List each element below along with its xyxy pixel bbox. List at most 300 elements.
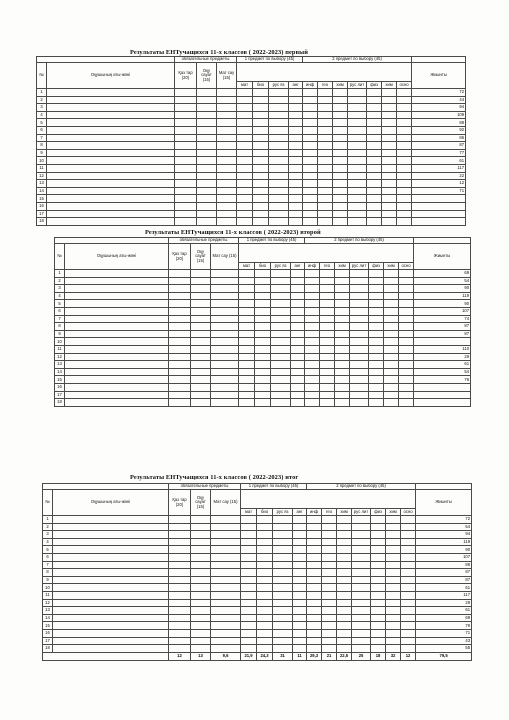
average-label-blank bbox=[43, 652, 169, 660]
header-selection-1-group: 1 предмет по выбору (45) bbox=[241, 484, 307, 490]
score-cell bbox=[257, 569, 273, 577]
score-cell bbox=[211, 561, 241, 569]
score-cell bbox=[399, 315, 414, 323]
score-cell bbox=[337, 546, 352, 554]
score-cell bbox=[367, 157, 382, 165]
student-name bbox=[47, 119, 175, 127]
row-number: 17 bbox=[43, 637, 53, 645]
header-selection-2-subject: осно bbox=[397, 82, 412, 89]
score-cell bbox=[348, 218, 367, 226]
score-cell bbox=[305, 345, 320, 353]
score-cell bbox=[239, 315, 255, 323]
score-cell bbox=[371, 637, 386, 645]
student-name bbox=[65, 330, 169, 338]
score-cell bbox=[175, 164, 197, 172]
score-cell bbox=[217, 96, 237, 104]
score-cell bbox=[318, 149, 333, 157]
score-cell bbox=[384, 277, 399, 285]
score-cell bbox=[352, 622, 371, 630]
score-cell bbox=[237, 149, 253, 157]
score-cell bbox=[271, 292, 291, 300]
score-cell bbox=[318, 104, 333, 112]
total-score: 79 bbox=[416, 622, 472, 630]
score-cell bbox=[303, 195, 318, 203]
student-name bbox=[47, 187, 175, 195]
row-number: 4 bbox=[37, 111, 47, 119]
average-cell: 11 bbox=[293, 652, 307, 660]
score-cell bbox=[367, 210, 382, 218]
score-cell bbox=[239, 399, 255, 407]
score-cell bbox=[382, 218, 397, 226]
score-cell bbox=[369, 383, 384, 391]
table-row bbox=[37, 104, 466, 112]
score-cell bbox=[257, 622, 273, 630]
score-cell bbox=[367, 195, 382, 203]
score-cell bbox=[191, 516, 211, 524]
total-score: 71 bbox=[416, 629, 472, 637]
average-total: 79,5 bbox=[416, 652, 472, 660]
score-cell bbox=[369, 391, 384, 399]
row-number: 6 bbox=[37, 126, 47, 134]
score-cell bbox=[305, 300, 320, 308]
score-cell bbox=[367, 218, 382, 226]
score-cell bbox=[303, 180, 318, 188]
score-cell bbox=[350, 338, 369, 346]
header-selection-1-subject: био bbox=[257, 509, 273, 516]
total-score: 29 bbox=[416, 599, 472, 607]
score-cell bbox=[348, 164, 367, 172]
score-cell bbox=[169, 399, 191, 407]
score-cell bbox=[289, 172, 303, 180]
score-cell bbox=[241, 523, 257, 531]
score-cell bbox=[291, 399, 305, 407]
score-cell bbox=[211, 399, 239, 407]
score-cell bbox=[269, 218, 289, 226]
score-cell bbox=[293, 622, 307, 630]
score-cell bbox=[352, 584, 371, 592]
score-cell bbox=[239, 338, 255, 346]
score-cell bbox=[307, 553, 322, 561]
table-row bbox=[43, 599, 472, 607]
header-selection-2-subject: инф bbox=[305, 263, 320, 270]
score-cell bbox=[269, 142, 289, 150]
score-cell bbox=[291, 368, 305, 376]
score-cell bbox=[371, 553, 386, 561]
score-cell bbox=[211, 599, 241, 607]
score-cell bbox=[175, 126, 197, 134]
score-cell bbox=[399, 338, 414, 346]
score-cell bbox=[386, 538, 401, 546]
score-cell bbox=[191, 599, 211, 607]
student-name bbox=[47, 195, 175, 203]
score-cell bbox=[273, 569, 293, 577]
score-cell bbox=[289, 111, 303, 119]
average-cell: 32 bbox=[386, 652, 401, 660]
score-cell bbox=[397, 187, 412, 195]
student-name bbox=[53, 553, 169, 561]
score-cell bbox=[369, 399, 384, 407]
score-cell bbox=[289, 96, 303, 104]
score-cell bbox=[255, 277, 271, 285]
total-score: 61 bbox=[412, 157, 466, 165]
score-cell bbox=[369, 338, 384, 346]
table-row bbox=[37, 96, 466, 104]
score-cell bbox=[333, 202, 348, 210]
score-cell bbox=[320, 270, 335, 278]
score-cell bbox=[320, 353, 335, 361]
score-cell bbox=[307, 531, 322, 539]
student-name bbox=[65, 383, 169, 391]
score-cell bbox=[217, 142, 237, 150]
score-cell bbox=[348, 119, 367, 127]
score-cell bbox=[305, 307, 320, 315]
row-number: 3 bbox=[55, 285, 65, 293]
score-cell bbox=[337, 645, 352, 653]
score-cell bbox=[348, 195, 367, 203]
score-cell bbox=[269, 202, 289, 210]
score-cell bbox=[239, 330, 255, 338]
score-cell bbox=[269, 89, 289, 97]
score-cell bbox=[337, 569, 352, 577]
score-cell bbox=[322, 538, 337, 546]
score-cell bbox=[211, 538, 241, 546]
score-cell bbox=[386, 622, 401, 630]
score-cell bbox=[169, 391, 191, 399]
score-cell bbox=[348, 202, 367, 210]
score-cell bbox=[335, 345, 350, 353]
score-cell bbox=[320, 330, 335, 338]
row-number: 12 bbox=[37, 172, 47, 180]
row-number: 15 bbox=[43, 622, 53, 630]
score-cell bbox=[303, 202, 318, 210]
header-row-subjects bbox=[43, 490, 472, 509]
score-cell bbox=[386, 584, 401, 592]
table-row bbox=[43, 607, 472, 615]
score-cell bbox=[401, 561, 416, 569]
score-cell bbox=[350, 270, 369, 278]
score-cell bbox=[335, 353, 350, 361]
score-cell bbox=[369, 285, 384, 293]
header-selection-1-subject: мат bbox=[239, 263, 255, 270]
score-cell bbox=[269, 126, 289, 134]
score-cell bbox=[169, 645, 191, 653]
header-selection-1-group: 1 предмет по выбору (45) bbox=[237, 57, 303, 63]
score-cell bbox=[307, 614, 322, 622]
student-name bbox=[47, 89, 175, 97]
score-cell bbox=[271, 361, 291, 369]
score-cell bbox=[257, 645, 273, 653]
score-cell bbox=[384, 307, 399, 315]
score-cell bbox=[239, 368, 255, 376]
table-row bbox=[55, 399, 471, 407]
score-cell bbox=[397, 89, 412, 97]
score-cell bbox=[320, 277, 335, 285]
score-cell bbox=[269, 195, 289, 203]
student-name bbox=[47, 157, 175, 165]
header-selection-2-subject: хим bbox=[337, 509, 352, 516]
score-cell bbox=[352, 591, 371, 599]
score-cell bbox=[197, 134, 217, 142]
score-cell bbox=[350, 315, 369, 323]
score-cell bbox=[371, 614, 386, 622]
score-cell bbox=[197, 172, 217, 180]
score-cell bbox=[253, 187, 269, 195]
score-cell bbox=[384, 285, 399, 293]
average-cell: 31 bbox=[273, 652, 293, 660]
score-cell bbox=[367, 142, 382, 150]
score-cell bbox=[197, 126, 217, 134]
header-selection-2-subject: хим bbox=[382, 82, 397, 89]
score-cell bbox=[333, 119, 348, 127]
score-cell bbox=[367, 187, 382, 195]
score-cell bbox=[237, 157, 253, 165]
score-cell bbox=[211, 516, 241, 524]
score-cell bbox=[384, 338, 399, 346]
table-row bbox=[43, 629, 472, 637]
score-cell bbox=[305, 338, 320, 346]
score-cell bbox=[382, 111, 397, 119]
score-cell bbox=[269, 119, 289, 127]
header-blank bbox=[241, 490, 416, 509]
score-cell bbox=[397, 202, 412, 210]
score-cell bbox=[386, 523, 401, 531]
score-cell bbox=[273, 538, 293, 546]
score-cell bbox=[241, 599, 257, 607]
score-cell bbox=[253, 119, 269, 127]
row-number: 6 bbox=[55, 307, 65, 315]
table-row bbox=[43, 561, 472, 569]
score-cell bbox=[271, 330, 291, 338]
score-cell bbox=[211, 607, 241, 615]
student-name bbox=[65, 323, 169, 331]
score-cell bbox=[369, 270, 384, 278]
score-cell bbox=[318, 96, 333, 104]
results-table-final bbox=[42, 483, 472, 661]
score-cell bbox=[169, 591, 191, 599]
score-cell bbox=[305, 292, 320, 300]
row-number: 7 bbox=[55, 315, 65, 323]
average-row bbox=[43, 652, 472, 660]
score-cell bbox=[211, 323, 239, 331]
score-cell bbox=[241, 561, 257, 569]
score-cell bbox=[320, 338, 335, 346]
score-cell bbox=[386, 553, 401, 561]
score-cell bbox=[269, 172, 289, 180]
total-score: 61 bbox=[414, 361, 471, 369]
score-cell bbox=[397, 104, 412, 112]
score-cell bbox=[191, 270, 211, 278]
score-cell bbox=[382, 180, 397, 188]
score-cell bbox=[318, 119, 333, 127]
total-score: 88 bbox=[412, 119, 466, 127]
score-cell bbox=[335, 323, 350, 331]
header-mandatory-group: обязательные предметы bbox=[169, 238, 239, 244]
table-row bbox=[55, 361, 471, 369]
score-cell bbox=[273, 622, 293, 630]
score-cell bbox=[369, 345, 384, 353]
header-number: № bbox=[37, 63, 47, 89]
student-name bbox=[47, 111, 175, 119]
score-cell bbox=[293, 614, 307, 622]
score-cell bbox=[333, 210, 348, 218]
score-cell bbox=[293, 538, 307, 546]
score-cell bbox=[350, 300, 369, 308]
score-cell bbox=[217, 164, 237, 172]
score-cell bbox=[305, 277, 320, 285]
score-cell bbox=[386, 569, 401, 577]
table-row bbox=[55, 285, 471, 293]
score-cell bbox=[237, 111, 253, 119]
score-cell bbox=[350, 277, 369, 285]
score-cell bbox=[348, 126, 367, 134]
student-name bbox=[65, 353, 169, 361]
score-cell bbox=[305, 353, 320, 361]
total-score bbox=[414, 391, 471, 399]
score-cell bbox=[191, 300, 211, 308]
row-number: 12 bbox=[55, 353, 65, 361]
score-cell bbox=[191, 330, 211, 338]
score-cell bbox=[273, 576, 293, 584]
score-cell bbox=[211, 531, 241, 539]
score-cell bbox=[382, 202, 397, 210]
score-cell bbox=[303, 149, 318, 157]
row-number: 3 bbox=[43, 531, 53, 539]
student-name bbox=[53, 622, 169, 630]
score-cell bbox=[237, 96, 253, 104]
block-1-title: Результаты ЕНТучащихся 11-х классов ( 2022-2023) первый bbox=[130, 49, 308, 56]
score-cell bbox=[307, 516, 322, 524]
score-cell bbox=[305, 376, 320, 384]
average-cell: 25 bbox=[352, 652, 371, 660]
total-score: 69 bbox=[416, 614, 472, 622]
score-cell bbox=[303, 126, 318, 134]
row-number: 1 bbox=[43, 516, 53, 524]
score-cell bbox=[241, 553, 257, 561]
score-cell bbox=[399, 353, 414, 361]
score-cell bbox=[241, 569, 257, 577]
score-cell bbox=[371, 523, 386, 531]
score-cell bbox=[197, 157, 217, 165]
student-name bbox=[53, 637, 169, 645]
score-cell bbox=[239, 345, 255, 353]
score-cell bbox=[169, 614, 191, 622]
score-cell bbox=[237, 89, 253, 97]
score-cell bbox=[333, 111, 348, 119]
row-number: 16 bbox=[37, 202, 47, 210]
score-cell bbox=[239, 270, 255, 278]
table-row bbox=[55, 330, 471, 338]
score-cell bbox=[191, 622, 211, 630]
score-cell bbox=[191, 323, 211, 331]
student-name bbox=[65, 315, 169, 323]
header-selection-2-group: 2 предмет по выбору (45) bbox=[303, 57, 412, 63]
score-cell bbox=[255, 323, 271, 331]
score-cell bbox=[271, 383, 291, 391]
row-number: 2 bbox=[37, 96, 47, 104]
header-selection-1-subject: рус яз bbox=[269, 82, 289, 89]
score-cell bbox=[191, 538, 211, 546]
header-student-name: Оқушының аты-жөні bbox=[53, 490, 169, 516]
total-score bbox=[412, 210, 466, 218]
score-cell bbox=[253, 218, 269, 226]
score-cell bbox=[399, 345, 414, 353]
score-cell bbox=[291, 300, 305, 308]
row-number: 14 bbox=[43, 614, 53, 622]
score-cell bbox=[253, 89, 269, 97]
score-cell bbox=[293, 607, 307, 615]
header-selection-2-subject: осно bbox=[399, 263, 414, 270]
score-cell bbox=[371, 538, 386, 546]
score-cell bbox=[169, 538, 191, 546]
score-cell bbox=[337, 622, 352, 630]
total-score: 72 bbox=[416, 516, 472, 524]
score-cell bbox=[217, 172, 237, 180]
score-cell bbox=[255, 391, 271, 399]
score-cell bbox=[348, 210, 367, 218]
table-row bbox=[37, 187, 466, 195]
score-cell bbox=[337, 523, 352, 531]
total-score: 54 bbox=[414, 368, 471, 376]
score-cell bbox=[397, 142, 412, 150]
score-cell bbox=[320, 323, 335, 331]
student-name bbox=[47, 142, 175, 150]
score-cell bbox=[191, 553, 211, 561]
score-cell bbox=[253, 96, 269, 104]
total-score: 117 bbox=[412, 164, 466, 172]
score-cell bbox=[337, 637, 352, 645]
score-cell bbox=[335, 361, 350, 369]
score-cell bbox=[241, 546, 257, 554]
score-cell bbox=[255, 399, 271, 407]
score-cell bbox=[175, 218, 197, 226]
score-cell bbox=[291, 277, 305, 285]
score-cell bbox=[337, 553, 352, 561]
header-selection-2-subject: осно bbox=[401, 509, 416, 516]
score-cell bbox=[239, 300, 255, 308]
score-cell bbox=[169, 383, 191, 391]
results-table-second bbox=[54, 237, 471, 407]
score-cell bbox=[211, 546, 241, 554]
score-cell bbox=[401, 523, 416, 531]
score-cell bbox=[269, 134, 289, 142]
score-cell bbox=[397, 164, 412, 172]
score-cell bbox=[371, 645, 386, 653]
score-cell bbox=[303, 134, 318, 142]
total-score: 69 bbox=[414, 270, 471, 278]
score-cell bbox=[237, 187, 253, 195]
score-cell bbox=[255, 353, 271, 361]
student-name bbox=[53, 629, 169, 637]
score-cell bbox=[241, 645, 257, 653]
score-cell bbox=[175, 187, 197, 195]
score-cell bbox=[382, 210, 397, 218]
score-cell bbox=[257, 561, 273, 569]
header-selection-2-subject: физ bbox=[371, 509, 386, 516]
results-table-first bbox=[36, 56, 466, 226]
score-cell bbox=[350, 391, 369, 399]
row-number: 7 bbox=[37, 134, 47, 142]
header-selection-2-subject: гео bbox=[318, 82, 333, 89]
score-cell bbox=[401, 645, 416, 653]
score-cell bbox=[293, 546, 307, 554]
score-cell bbox=[352, 531, 371, 539]
score-cell bbox=[371, 584, 386, 592]
score-cell bbox=[291, 323, 305, 331]
score-cell bbox=[293, 523, 307, 531]
score-cell bbox=[303, 172, 318, 180]
score-cell bbox=[318, 172, 333, 180]
student-name bbox=[53, 591, 169, 599]
